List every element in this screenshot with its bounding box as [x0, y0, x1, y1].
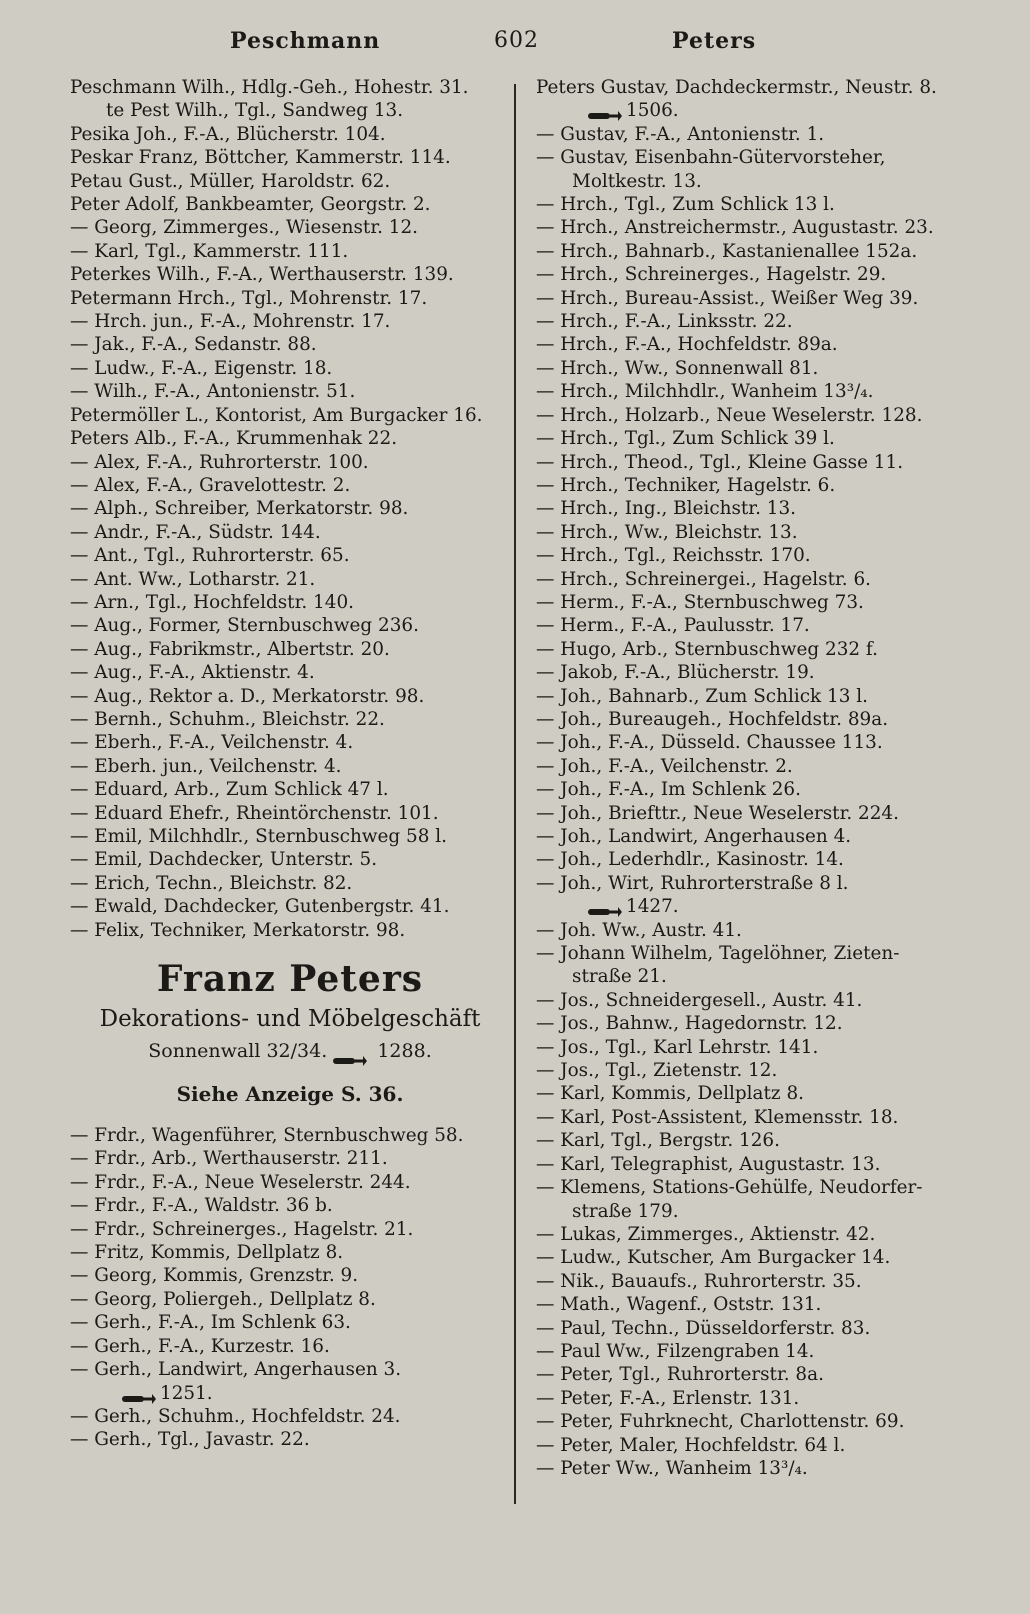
directory-entry: — Hrch., Schreinergei., Hagelstr. 6. [536, 568, 872, 590]
directory-entry: — Alex, F.-A., Gravelottestr. 2. [70, 474, 351, 496]
right-column [536, 76, 976, 1480]
directory-entry: — Joh., Bahnarb., Zum Schlick 13 l. [536, 685, 868, 707]
directory-entry: — Peter, F.-A., Erlenstr. 131. [536, 1387, 800, 1409]
directory-entry: — Hrch., Tgl., Zum Schlick 13 l. [536, 194, 835, 216]
directory-entry: — Georg, Kommis, Grenzstr. 9. [70, 1265, 359, 1287]
directory-entry: — Jos., Tgl., Zietenstr. 12. [536, 1060, 778, 1082]
directory-entry: — Johann Wilhelm, Tagelöhner, Zieten- [536, 943, 900, 965]
directory-entry: — Hugo, Arb., Sternbuschweg 232 f. [536, 638, 878, 660]
directory-entry: — Joh., F.-A., Düsseld. Chaussee 113. [536, 732, 883, 754]
directory-entry: — Hrch., Ww., Bleichstr. 13. [536, 521, 798, 543]
directory-entry: — Jakob, F.-A., Blücherstr. 19. [536, 662, 815, 684]
directory-entry: te Pest Wilh., Tgl., Sandweg 13. [106, 100, 404, 122]
directory-entry: — Hrch., Ww., Sonnenwall 81. [536, 357, 819, 379]
directory-entry: straße 21. [572, 966, 667, 988]
directory-entry: — Emil, Milchhdlr., Sternbuschweg 58 l. [70, 826, 448, 847]
page-header [0, 28, 1030, 62]
directory-entry: — Lukas, Zimmerges., Aktienstr. 42. [536, 1223, 876, 1245]
directory-entry: — Eberh. jun., Veilchenstr. 4. [70, 755, 342, 777]
directory-entry: — Alph., Schreiber, Merkatorstr. 98. [70, 498, 409, 520]
telephone-icon [588, 901, 622, 913]
directory-entry: — Frdr., Schreinerges., Hagelstr. 21. [70, 1218, 414, 1240]
directory-entry: — Alex, F.-A., Ruhrorterstr. 100. [70, 451, 369, 473]
directory-entry: — Gerh., Landwirt, Angerhausen 3. [70, 1359, 402, 1381]
directory-entry: — Klemens, Stations-Gehülfe, Neudorfer- [536, 1177, 923, 1199]
directory-entry: — Frdr., Wagenführer, Sternbuschweg 58. [70, 1125, 464, 1147]
page-number: 602 [494, 28, 539, 53]
directory-entry: — Georg, Zimmerges., Wiesenstr. 12. [70, 217, 419, 239]
ad-address: Sonnenwall 32/34. [148, 1040, 328, 1063]
telephone-icon [122, 1388, 156, 1400]
directory-entry: — Ludw., Kutscher, Am Burgacker 14. [536, 1247, 891, 1269]
directory-entry: — Hrch., Schreinerges., Hagelstr. 29. [536, 264, 887, 286]
directory-entry: Petermann Hrch., Tgl., Mohrenstr. 17. [70, 287, 428, 309]
directory-entry: — Joh., Landwirt, Angerhausen 4. [536, 826, 852, 847]
telephone-number: 1251. [160, 1382, 213, 1404]
directory-entry: — Gustav, Eisenbahn-Gütervorsteher, [536, 147, 886, 169]
directory-entry: Moltkestr. 13. [572, 170, 702, 192]
directory-entry: — Nik., Bauaufs., Ruhrorterstr. 35. [536, 1270, 862, 1292]
directory-entry: — Gerh., Tgl., Javastr. 22. [70, 1429, 310, 1451]
directory-entry: Pesika Joh., F.-A., Blücherstr. 104. [70, 123, 386, 145]
telephone-number: 1506. [626, 100, 679, 122]
directory-entry: — Karl, Post-Assistent, Klemensstr. 18. [536, 1106, 899, 1128]
directory-entry: Peschmann Wilh., Hdlg.-Geh., Hohestr. 31. [70, 77, 469, 98]
directory-entry: — Hrch., Holzarb., Neue Weselerstr. 128. [536, 404, 923, 426]
directory-entry: — Joh., Briefttr., Neue Weselerstr. 224. [536, 802, 899, 824]
directory-entry: — Peter, Fuhrknecht, Charlottenstr. 69. [536, 1411, 905, 1433]
telephone-number: 1427. [626, 896, 679, 918]
directory-entry: — Arn., Tgl., Hochfeldstr. 140. [70, 591, 354, 613]
directory-entry: — Jos., Tgl., Karl Lehrstr. 141. [536, 1036, 819, 1058]
telephone-entry [536, 895, 976, 918]
directory-entry: — Math., Wagenf., Oststr. 131. [536, 1294, 822, 1316]
ad-see-reference: Siehe Anzeige S. 36. [176, 1082, 404, 1107]
directory-entry: Peter Adolf, Bankbeamter, Georgstr. 2. [70, 194, 431, 216]
column-divider [514, 84, 516, 1504]
directory-entry: — Eberh., F.-A., Veilchenstr. 4. [70, 732, 354, 754]
directory-entry: — Joh., F.-A., Im Schlenk 26. [536, 779, 801, 801]
directory-entry: — Peter Ww., Wanheim 13³/₄. [536, 1457, 808, 1479]
directory-entry: — Frdr., F.-A., Neue Weselerstr. 244. [70, 1171, 411, 1193]
directory-entry: — Ludw., F.-A., Eigenstr. 18. [70, 357, 333, 379]
telephone-icon [333, 1046, 367, 1058]
directory-entry: — Aug., Former, Sternbuschweg 236. [70, 615, 419, 637]
directory-entry: — Karl, Tgl., Kammerstr. 111. [70, 240, 349, 262]
directory-entry: — Aug., F.-A., Aktienstr. 4. [70, 662, 315, 684]
header-left-surname: Peschmann [230, 28, 381, 54]
directory-entry: — Karl, Kommis, Dellplatz 8. [536, 1083, 804, 1105]
directory-entry: Petermöller L., Kontorist, Am Burgacker 16. [70, 404, 483, 426]
directory-entry: — Joh. Ww., Austr. 41. [536, 919, 742, 941]
directory-entry: — Gerh., F.-A., Im Schlenk 63. [70, 1312, 351, 1334]
directory-entry: — Jos., Bahnw., Hagedornstr. 12. [536, 1013, 843, 1035]
directory-entry: — Andr., F.-A., Südstr. 144. [70, 521, 321, 543]
directory-entry: straße 179. [572, 1200, 679, 1222]
directory-entry: — Hrch., F.-A., Linksstr. 22. [536, 311, 793, 333]
directory-entry: — Fritz, Kommis, Dellplatz 8. [70, 1242, 344, 1264]
telephone-icon [588, 105, 622, 117]
directory-entry: — Peter, Maler, Hochfeldstr. 64 l. [536, 1434, 846, 1456]
left-entry-list-continued [70, 1124, 510, 1452]
directory-entry: — Georg, Poliergeh., Dellplatz 8. [70, 1288, 376, 1310]
directory-entry: — Wilh., F.-A., Antonienstr. 51. [70, 381, 356, 403]
ad-company-name: Franz Peters [156, 958, 424, 1001]
directory-entry: — Hrch., F.-A., Hochfeldstr. 89a. [536, 334, 838, 356]
directory-entry: — Hrch., Bahnarb., Kastanienallee 152a. [536, 240, 918, 262]
directory-entry: — Gustav, F.-A., Antonienstr. 1. [536, 123, 825, 145]
ad-address-line [70, 1036, 510, 1066]
directory-entry: — Hrch., Anstreichermstr., Augustastr. 23. [536, 217, 934, 239]
directory-entry: — Herm., F.-A., Paulusstr. 17. [536, 615, 810, 637]
directory-entry: — Jak., F.-A., Sedanstr. 88. [70, 334, 317, 356]
directory-entry: — Frdr., Arb., Werthauserstr. 211. [70, 1148, 388, 1170]
directory-entry: — Bernh., Schuhm., Bleichstr. 22. [70, 708, 385, 730]
directory-entry: — Hrch., Milchhdlr., Wanheim 13³/₄. [536, 381, 874, 403]
directory-entry: Peters Gustav, Dachdeckermstr., Neustr. 8. [536, 77, 937, 98]
directory-entry: — Hrch., Theod., Tgl., Kleine Gasse 11. [536, 451, 904, 473]
directory-entry: — Joh., F.-A., Veilchenstr. 2. [536, 755, 793, 777]
directory-entry: — Paul, Techn., Düsseldorferstr. 83. [536, 1317, 871, 1339]
directory-entry: — Frdr., F.-A., Waldstr. 36 b. [70, 1195, 333, 1217]
directory-entry: — Eduard Ehefr., Rheintörchenstr. 101. [70, 802, 439, 824]
left-column [70, 76, 510, 1452]
directory-entry: — Hrch., Techniker, Hagelstr. 6. [536, 474, 836, 496]
directory-entry: — Karl, Telegraphist, Augustastr. 13. [536, 1153, 881, 1175]
left-entry-list [70, 76, 510, 942]
ad-business-type: Dekorations- und Möbelgeschäft [99, 1006, 481, 1033]
directory-entry: — Aug., Rektor a. D., Merkatorstr. 98. [70, 685, 425, 707]
directory-entry: — Emil, Dachdecker, Unterstr. 5. [70, 849, 378, 871]
directory-entry: — Hrch., Bureau-Assist., Weißer Weg 39. [536, 287, 919, 309]
directory-entry: — Felix, Techniker, Merkatorstr. 98. [70, 919, 406, 941]
directory-entry: — Jos., Schneidergesell., Austr. 41. [536, 989, 863, 1011]
directory-entry: — Joh., Lederhdlr., Kasinostr. 14. [536, 849, 844, 871]
right-entry-list [536, 76, 976, 1480]
directory-entry: — Gerh., F.-A., Kurzestr. 16. [70, 1335, 330, 1357]
advertisement [70, 956, 510, 1114]
directory-entry: — Ewald, Dachdecker, Gutenbergstr. 41. [70, 896, 450, 918]
directory-entry: — Eduard, Arb., Zum Schlick 47 l. [70, 779, 389, 801]
telephone-entry [70, 1382, 510, 1405]
directory-entry: — Gerh., Schuhm., Hochfeldstr. 24. [70, 1405, 401, 1427]
header-right-surname: Peters [672, 28, 757, 54]
ad-phone-number: 1288. [377, 1040, 432, 1063]
directory-entry: — Erich, Techn., Bleichstr. 82. [70, 872, 353, 894]
directory-entry: — Peter, Tgl., Ruhrorterstr. 8a. [536, 1364, 824, 1386]
directory-entry: — Hrch., Tgl., Reichsstr. 170. [536, 545, 811, 567]
directory-entry: — Ant. Ww., Lotharstr. 21. [70, 568, 316, 590]
directory-entry: — Herm., F.-A., Sternbuschweg 73. [536, 591, 864, 613]
directory-entry: — Joh., Wirt, Ruhrorterstraße 8 l. [536, 872, 849, 894]
directory-entry: — Karl, Tgl., Bergstr. 126. [536, 1130, 780, 1152]
directory-entry: — Hrch., Ing., Bleichstr. 13. [536, 498, 797, 520]
directory-entry: — Hrch. jun., F.-A., Mohrenstr. 17. [70, 311, 391, 333]
telephone-entry [536, 99, 976, 122]
directory-entry: Peters Alb., F.-A., Krummenhak 22. [70, 428, 398, 450]
directory-entry: — Ant., Tgl., Ruhrorterstr. 65. [70, 545, 350, 567]
directory-entry: Petau Gust., Müller, Haroldstr. 62. [70, 170, 391, 192]
directory-entry: — Aug., Fabrikmstr., Albertstr. 20. [70, 638, 390, 660]
directory-entry: — Paul Ww., Filzengraben 14. [536, 1340, 815, 1362]
directory-entry: — Joh., Bureaugeh., Hochfeldstr. 89a. [536, 708, 889, 730]
directory-entry: Peskar Franz, Böttcher, Kammerstr. 114. [70, 147, 451, 169]
directory-entry: — Hrch., Tgl., Zum Schlick 39 l. [536, 428, 835, 450]
directory-entry: Peterkes Wilh., F.-A., Werthauserstr. 139. [70, 264, 454, 286]
